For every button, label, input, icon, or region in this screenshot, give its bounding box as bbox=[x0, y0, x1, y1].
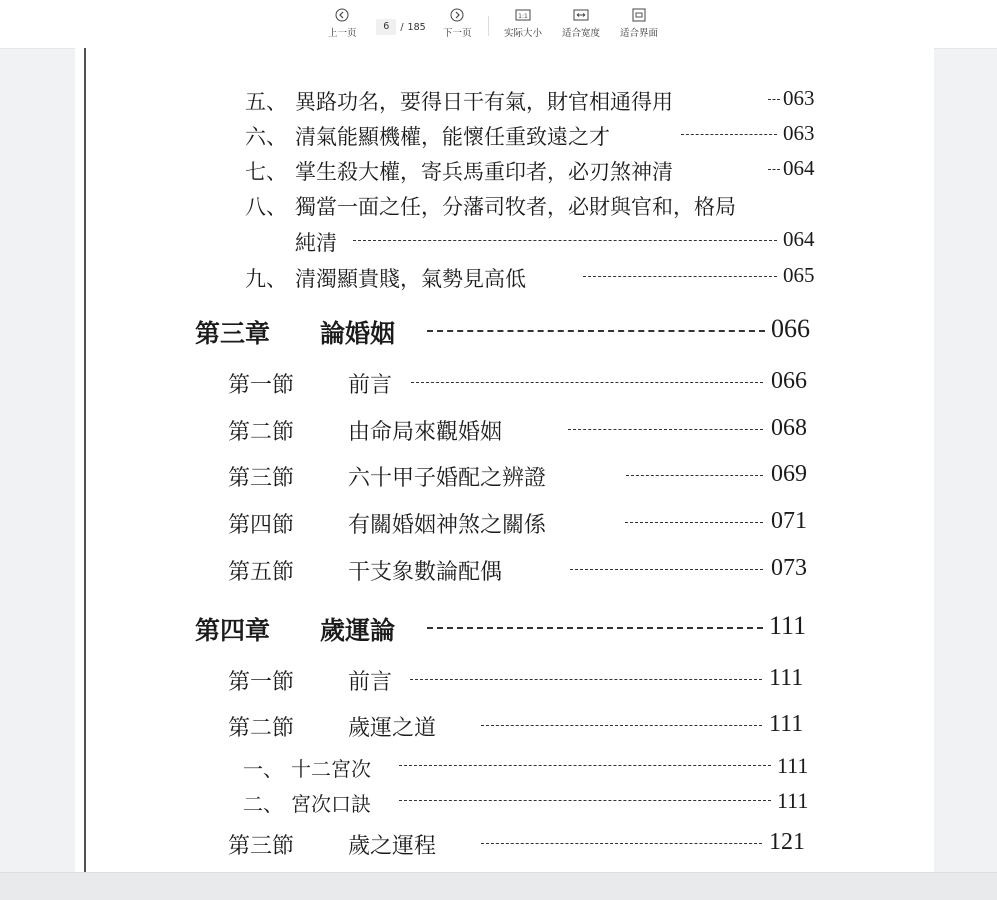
section-number: 第二節 bbox=[228, 420, 295, 445]
toc-page-number: 073 bbox=[771, 555, 807, 581]
toc-entry-number: 一、 bbox=[243, 757, 283, 781]
toc-leader bbox=[570, 569, 763, 570]
toc-entry[interactable] bbox=[245, 156, 825, 182]
toc-page-number: 069 bbox=[771, 461, 807, 487]
prev-page-label: 上一页 bbox=[328, 28, 357, 39]
section-number: 第三節 bbox=[228, 834, 295, 859]
toc-chapter[interactable] bbox=[195, 314, 825, 346]
toc-section[interactable] bbox=[228, 508, 825, 536]
section-title: 前言 bbox=[348, 373, 393, 398]
toc-page-number: 111 bbox=[777, 753, 809, 778]
toc-section[interactable] bbox=[228, 829, 825, 857]
toc-entry-number: 七、 bbox=[245, 160, 287, 184]
toc-page-number: 121 bbox=[769, 829, 805, 855]
page-indicator bbox=[374, 18, 428, 36]
toc-page-number: 063 bbox=[783, 121, 815, 145]
page-separator: / bbox=[400, 21, 404, 33]
total-pages: 185 bbox=[407, 21, 426, 33]
toc-page-number: 111 bbox=[769, 665, 804, 691]
fit-width-icon bbox=[573, 8, 589, 22]
toc-page-number: 111 bbox=[777, 788, 809, 813]
toc-leader bbox=[399, 800, 771, 801]
section-number: 第五節 bbox=[228, 560, 295, 585]
toc-entry[interactable] bbox=[245, 263, 825, 289]
prev-page-button[interactable] bbox=[328, 8, 357, 39]
toc-page-number: 068 bbox=[771, 415, 807, 441]
toc-page-number: 065 bbox=[783, 263, 815, 287]
toc-leader bbox=[481, 725, 762, 726]
toc-entry-title: 清氣能顯機權，能懷任重致遠之才 bbox=[295, 125, 610, 149]
toc-section[interactable] bbox=[228, 415, 825, 443]
toc-entry-title: 宮次口訣 bbox=[291, 792, 371, 816]
next-page-label: 下一页 bbox=[443, 28, 472, 39]
chapter-number: 第四章 bbox=[195, 616, 271, 645]
toc-leader bbox=[427, 627, 763, 629]
toc-leader bbox=[568, 429, 763, 430]
toc-entry[interactable] bbox=[243, 753, 825, 781]
toc-entry-number: 八、 bbox=[245, 195, 287, 219]
toc-leader bbox=[427, 330, 765, 332]
toc-entry-title: 清濁顯貴賤，氣勢見高低 bbox=[295, 267, 526, 291]
toc-section[interactable] bbox=[228, 461, 825, 489]
section-title: 歲之運程 bbox=[348, 834, 437, 859]
toc-entry-number: 五、 bbox=[245, 90, 287, 114]
viewer-toolbar bbox=[0, 0, 997, 49]
chapter-number: 第三章 bbox=[195, 319, 271, 348]
fit-page-label: 适合界面 bbox=[620, 28, 659, 39]
section-title: 六十甲子婚配之辨證 bbox=[348, 466, 547, 491]
section-number: 第一節 bbox=[228, 373, 295, 398]
section-number: 第三節 bbox=[228, 466, 295, 491]
toolbar-divider bbox=[488, 16, 489, 36]
toc-entry[interactable] bbox=[243, 788, 825, 816]
section-title: 有關婚姻神煞之關係 bbox=[348, 513, 547, 538]
toc-entry-title-continued: 純清 bbox=[295, 231, 337, 255]
section-title: 前言 bbox=[348, 670, 393, 695]
toc-entry[interactable] bbox=[245, 191, 825, 253]
toc-entry[interactable] bbox=[245, 86, 825, 112]
toc-page-number: 066 bbox=[771, 368, 807, 394]
toc-entry-title: 十二宮次 bbox=[291, 757, 371, 781]
toc-chapter[interactable] bbox=[195, 611, 825, 643]
toc-section[interactable] bbox=[228, 368, 825, 396]
chevron-left-circle-icon bbox=[335, 8, 349, 22]
current-page-input[interactable]: 6 bbox=[376, 19, 396, 35]
toc-leader bbox=[625, 522, 763, 523]
toc-leader bbox=[681, 134, 777, 135]
toc-leader bbox=[411, 382, 763, 383]
section-title: 由命局來觀婚姻 bbox=[348, 420, 503, 445]
toc-entry-title: 獨當一面之任，分藩司牧者，必財與官和，格局 bbox=[295, 195, 736, 219]
fit-page-button[interactable] bbox=[620, 8, 658, 39]
toc-section[interactable] bbox=[228, 711, 825, 739]
toc-section[interactable] bbox=[228, 665, 825, 693]
next-page-button[interactable] bbox=[443, 8, 472, 39]
toc-page-number: 111 bbox=[769, 711, 804, 737]
toc-page-number: 066 bbox=[771, 314, 810, 343]
toc-entry-number: 六、 bbox=[245, 125, 287, 149]
toc-leader bbox=[399, 765, 771, 766]
scan-edge-line bbox=[84, 48, 86, 872]
bottom-scroll-area bbox=[0, 872, 997, 900]
toc-leader bbox=[353, 240, 777, 241]
fit-page-icon bbox=[631, 8, 647, 22]
toc-entry-title: 異路功名，要得日干有氣，財官相通得用 bbox=[295, 90, 673, 114]
section-number: 第四節 bbox=[228, 513, 295, 538]
toc-page-number: 111 bbox=[769, 611, 807, 640]
toc-page-number: 064 bbox=[783, 227, 815, 251]
section-title: 干支象數論配偶 bbox=[348, 560, 503, 585]
toc-leader bbox=[410, 679, 762, 680]
fit-width-label: 适合宽度 bbox=[562, 28, 601, 39]
actual-size-button[interactable] bbox=[504, 8, 542, 39]
actual-size-icon-text: 1:1 bbox=[518, 13, 528, 20]
chevron-right-circle-icon bbox=[450, 8, 464, 22]
toc-entry-number: 九、 bbox=[245, 267, 287, 291]
toc-page-number: 064 bbox=[783, 156, 815, 180]
section-number: 第二節 bbox=[228, 716, 295, 741]
toc-section[interactable] bbox=[228, 555, 825, 583]
chapter-title: 歲運論 bbox=[320, 616, 396, 645]
toc-page-number: 063 bbox=[783, 86, 815, 110]
toc-leader bbox=[768, 99, 780, 100]
toc-page-number: 071 bbox=[771, 508, 807, 534]
fit-width-button[interactable] bbox=[562, 8, 600, 39]
document-page bbox=[75, 48, 934, 872]
chapter-title: 論婚姻 bbox=[320, 319, 396, 348]
toc-leader bbox=[481, 843, 762, 844]
toc-leader bbox=[583, 276, 777, 277]
toc-entry-title: 掌生殺大權，寄兵馬重印者，必刃煞神清 bbox=[295, 160, 673, 184]
section-number: 第一節 bbox=[228, 670, 295, 695]
toc-entry-number: 二、 bbox=[243, 792, 283, 816]
toc-leader bbox=[626, 475, 763, 476]
actual-size-icon bbox=[515, 8, 531, 22]
toc-entry[interactable] bbox=[245, 121, 825, 147]
section-title: 歲運之道 bbox=[348, 716, 437, 741]
toc-leader bbox=[768, 169, 780, 170]
actual-size-label: 实际大小 bbox=[504, 28, 543, 39]
